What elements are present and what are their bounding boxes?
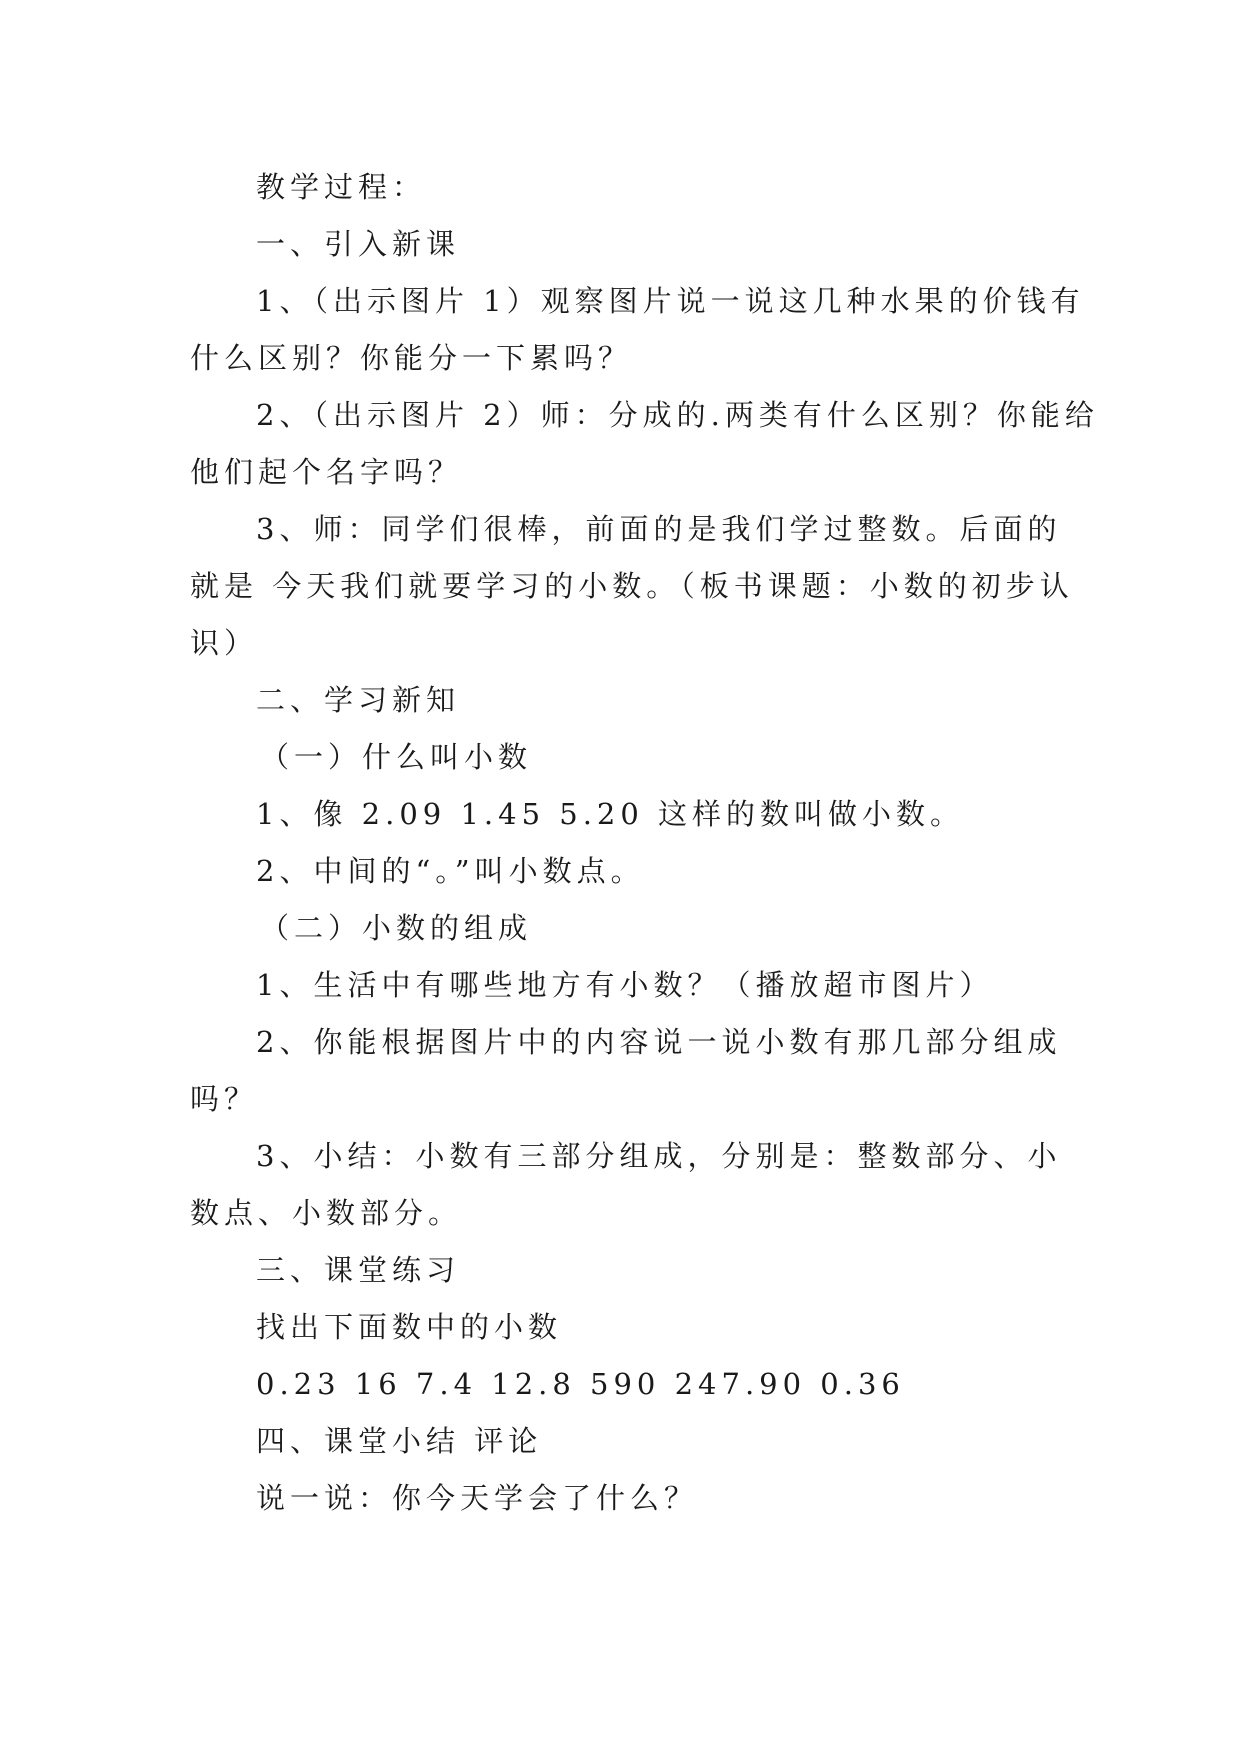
paragraph-line: 2、你能根据图片中的内容说一说小数有那几部分组成 [256,1025,1062,1059]
paragraph-line: 1、生活中有哪些地方有小数？（播放超市图片） [256,968,994,1002]
paragraph-line: 3、小结：小数有三部分组成，分别是：整数部分、小 [256,1139,1062,1173]
number-list-line: 0.23 16 7.4 12.8 590 247.90 0.36 [256,1367,905,1401]
paragraph-line: 3、师：同学们很棒，前面的是我们学过整数。后面的 [256,512,1062,546]
paragraph-line: 数点、小数部分。 [190,1196,463,1230]
paragraph-line: 什么区别？你能分一下累吗？ [190,341,633,375]
paragraph-line: 说一说：你今天学会了什么？ [256,1481,699,1515]
section-heading-learn-new: 二、学习新知 [256,683,461,717]
paragraph-line: 就是 今天我们就要学习的小数。（板书课题：小数的初步认 [190,569,1074,603]
section-heading-practice: 三、课堂练习 [256,1253,461,1287]
subsection-heading-decimal-composition: （二）小数的组成 [260,911,533,945]
paragraph-line: 2、（出示图片 2）师：分成的.两类有什么区别？你能给 [256,398,1099,432]
paragraph-line: 1、（出示图片 1）观察图片说一说这几种水果的价钱有 [256,284,1085,318]
section-heading-summary: 四、课堂小结 评论 [256,1424,543,1458]
section-heading-introduce: 一、引入新课 [256,227,461,261]
paragraph-line: 找出下面数中的小数 [256,1310,563,1344]
paragraph-line: 识） [190,626,259,660]
paragraph-line: 他们起个名字吗？ [190,455,463,489]
paragraph-line: 2、中间的“。”叫小数点。 [256,854,645,888]
subsection-heading-what-is-decimal: （一）什么叫小数 [260,740,533,774]
heading-teaching-process: 教学过程： [256,170,427,204]
paragraph-line: 1、像 2.09 1.45 5.20 这样的数叫做小数。 [256,797,965,831]
paragraph-line: 吗？ [190,1082,259,1116]
